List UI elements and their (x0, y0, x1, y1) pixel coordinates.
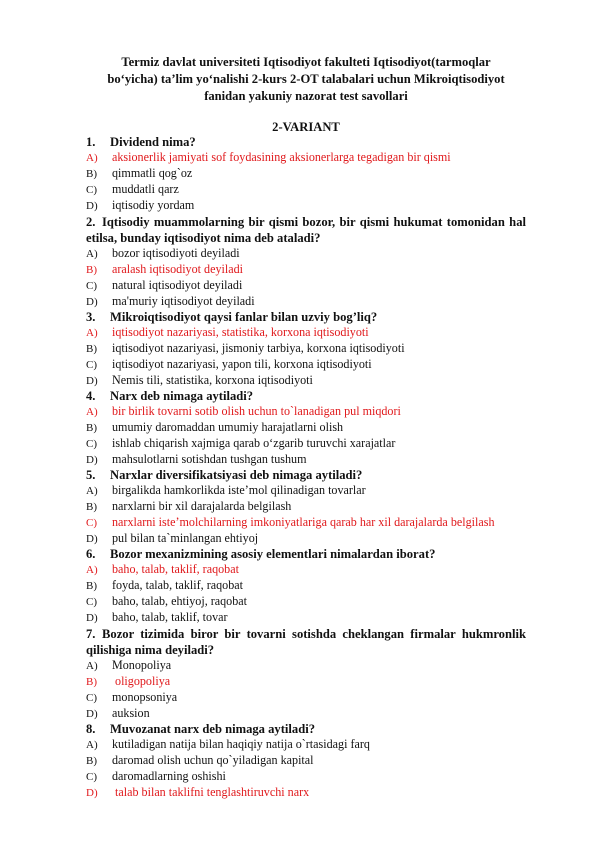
question-text (86, 468, 526, 483)
option-text: natural iqtisodiyot deyiladi (112, 278, 243, 292)
answer-option-correct (86, 262, 526, 278)
title-line-3: fanidan yakuniy nazorat test savollari (204, 89, 408, 103)
question-number: 7. (86, 627, 96, 641)
option-text: ishlab chiqarish xajmiga qarab o‘zgarib turuvchi xarajatlar (112, 436, 396, 450)
option-letter: C) (86, 359, 97, 371)
option-text: baho, talab, taklif, tovar (112, 610, 228, 624)
question-text (86, 547, 526, 562)
question-text (86, 310, 526, 325)
question-number: 5. (86, 468, 96, 482)
title-line-2: bo‘yicha) ta’lim yo‘nalishi 2-kurs 2-OT talabalari uchun Mikroiqtisodiyot (107, 72, 505, 86)
answer-option (86, 499, 526, 515)
option-letter: C) (86, 596, 97, 608)
option-letter: C) (86, 517, 97, 529)
answer-option (86, 373, 526, 389)
option-letter: A) (86, 660, 98, 672)
question-number: 3. (86, 310, 96, 324)
option-letter: A) (86, 152, 98, 164)
answer-option (86, 610, 526, 626)
option-letter: D) (86, 708, 98, 720)
option-text: umumiy daromaddan umumiy harajatlarni olish (112, 420, 344, 434)
answer-option (86, 452, 526, 468)
option-letter: A) (86, 248, 98, 260)
question-label: Bozor tizimida biror bir tovarni sotishda cheklangan firmalar hukmronlik qilishiga nima deyiladi? (86, 627, 526, 657)
answer-option (86, 198, 526, 214)
answer-option (86, 483, 526, 499)
question-text (86, 135, 526, 150)
question-text (86, 389, 526, 404)
question-block (86, 547, 526, 626)
option-text: oligopoliya (112, 674, 171, 688)
question-block (86, 722, 526, 801)
option-letter: A) (86, 327, 98, 339)
test-document (86, 54, 526, 801)
option-text: muddatli qarz (112, 182, 179, 196)
option-text: birgalikda hamkorlikda iste’mol qilinadigan tovarlar (112, 483, 366, 497)
answer-option (86, 594, 526, 610)
question-label: Bozor mexanizmining asosiy elementlari nimalardan iborat? (110, 547, 436, 561)
option-letter: B) (86, 676, 97, 688)
option-text: aralash iqtisodiyot deyiladi (112, 262, 243, 276)
option-text: talab bilan taklifni tenglashtiruvchi narx (112, 785, 310, 799)
option-text: kutiladigan natija bilan haqiqiy natija o`rtasidagi farq (112, 737, 370, 751)
option-text: iqtisodiyot nazariyasi, statistika, korxona iqtisodiyoti (112, 325, 369, 339)
answer-option-correct (86, 674, 526, 690)
option-text: bozor iqtisodiyoti deyiladi (112, 246, 240, 260)
answer-option-correct (86, 325, 526, 341)
option-text: iqtisodiyot nazariyasi, jismoniy tarbiya, korxona iqtisodiyoti (112, 341, 405, 355)
question-number: 6. (86, 547, 96, 561)
question-label: Dividend nima? (110, 135, 196, 149)
option-letter: D) (86, 454, 98, 466)
question-number: 2. (86, 215, 96, 229)
question-number: 8. (86, 722, 96, 736)
question-list (86, 135, 526, 801)
option-letter: B) (86, 264, 97, 276)
option-letter: D) (86, 533, 98, 545)
answer-option (86, 436, 526, 452)
option-letter: D) (86, 612, 98, 624)
answer-option (86, 769, 526, 785)
option-letter: C) (86, 438, 97, 450)
option-letter: D) (86, 296, 98, 308)
answer-option (86, 182, 526, 198)
question-label: Narx deb nimaga aytiladi? (110, 389, 254, 403)
question-label: Iqtisodiy muammolarning bir qismi bozor, bir qismi hukumat tomonidan hal etilsa, bunday iqtisodiyot nima deb ataladi? (86, 215, 526, 245)
option-text: daromadlarning oshishi (112, 769, 226, 783)
question-block (86, 626, 526, 722)
option-text: aksionerlik jamiyati sof foydasining aksionerlarga tegadigan bir qismi (112, 150, 451, 164)
option-letter: A) (86, 406, 98, 418)
option-letter: B) (86, 168, 97, 180)
answer-option (86, 357, 526, 373)
option-text: baho, talab, taklif, raqobat (112, 562, 239, 576)
answer-option (86, 246, 526, 262)
option-text: iqtisodiyot nazariyasi, yapon tili, korxona iqtisodiyoti (112, 357, 372, 371)
option-text: auksion (112, 706, 150, 720)
answer-option (86, 531, 526, 547)
option-letter: C) (86, 692, 97, 704)
question-label: Narxlar diversifikatsiyasi deb nimaga aytiladi? (110, 468, 363, 482)
answer-option-correct (86, 562, 526, 578)
option-text: ma'muriy iqtisodiyot deyiladi (112, 294, 255, 308)
answer-option (86, 294, 526, 310)
option-letter: C) (86, 184, 97, 196)
option-letter: C) (86, 771, 97, 783)
option-letter: B) (86, 343, 97, 355)
question-number: 1. (86, 135, 96, 149)
answer-option (86, 753, 526, 769)
option-letter: A) (86, 564, 98, 576)
option-text: iqtisodiy yordam (112, 198, 195, 212)
answer-option (86, 706, 526, 722)
option-letter: B) (86, 755, 97, 767)
variant-heading: 2-VARIANT (272, 120, 340, 134)
option-letter: D) (86, 200, 98, 212)
question-label: Muvozanat narx deb nimaga aytiladi? (110, 722, 316, 736)
option-text: narxlarni iste’molchilarning imkoniyatlariga qarab har xil darajalarda belgilash (112, 515, 495, 529)
answer-option (86, 166, 526, 182)
question-text (86, 722, 526, 737)
option-letter: B) (86, 580, 97, 592)
option-letter: B) (86, 501, 97, 513)
option-letter: C) (86, 280, 97, 292)
question-block (86, 389, 526, 468)
option-text: baho, talab, ehtiyoj, raqobat (112, 594, 248, 608)
answer-option-correct (86, 404, 526, 420)
option-text: Nemis tili, statistika, korxona iqtisodiyoti (112, 373, 313, 387)
question-text (86, 626, 526, 658)
option-letter: D) (86, 787, 98, 799)
option-text: narxlarni bir xil darajalarda belgilash (112, 499, 292, 513)
question-text (86, 214, 526, 246)
option-text: foyda, talab, taklif, raqobat (112, 578, 243, 592)
option-text: pul bilan ta`minlangan ehtiyoj (112, 531, 259, 545)
answer-option (86, 690, 526, 706)
title-line-1: Termiz davlat universiteti Iqtisodiyot fakulteti Iqtisodiyot(tarmoqlar (121, 55, 491, 69)
option-text: daromad olish uchun qo`yiladigan kapital (112, 753, 314, 767)
answer-option-correct (86, 150, 526, 166)
answer-option-correct (86, 515, 526, 531)
question-block (86, 468, 526, 547)
answer-option (86, 737, 526, 753)
question-label: Mikroiqtisodiyot qaysi fanlar bilan uzviy bog’liq? (110, 310, 378, 324)
option-text: Monopoliya (112, 658, 172, 672)
answer-option (86, 420, 526, 436)
answer-option (86, 278, 526, 294)
option-letter: B) (86, 422, 97, 434)
option-text: bir birlik tovarni sotib olish uchun to`lanadigan pul miqdori (112, 404, 401, 418)
question-number: 4. (86, 389, 96, 403)
option-text: mahsulotlarni sotishdan tushgan tushum (112, 452, 307, 466)
option-text: monopsoniya (112, 690, 178, 704)
answer-option (86, 341, 526, 357)
answer-option-correct (86, 785, 526, 801)
option-letter: D) (86, 375, 98, 387)
question-block (86, 214, 526, 310)
question-block (86, 135, 526, 214)
option-text: qimmatli qog`oz (112, 166, 193, 180)
answer-option (86, 658, 526, 674)
option-letter: A) (86, 485, 98, 497)
document-title (86, 54, 526, 105)
option-letter: A) (86, 739, 98, 751)
answer-option (86, 578, 526, 594)
question-block (86, 310, 526, 389)
